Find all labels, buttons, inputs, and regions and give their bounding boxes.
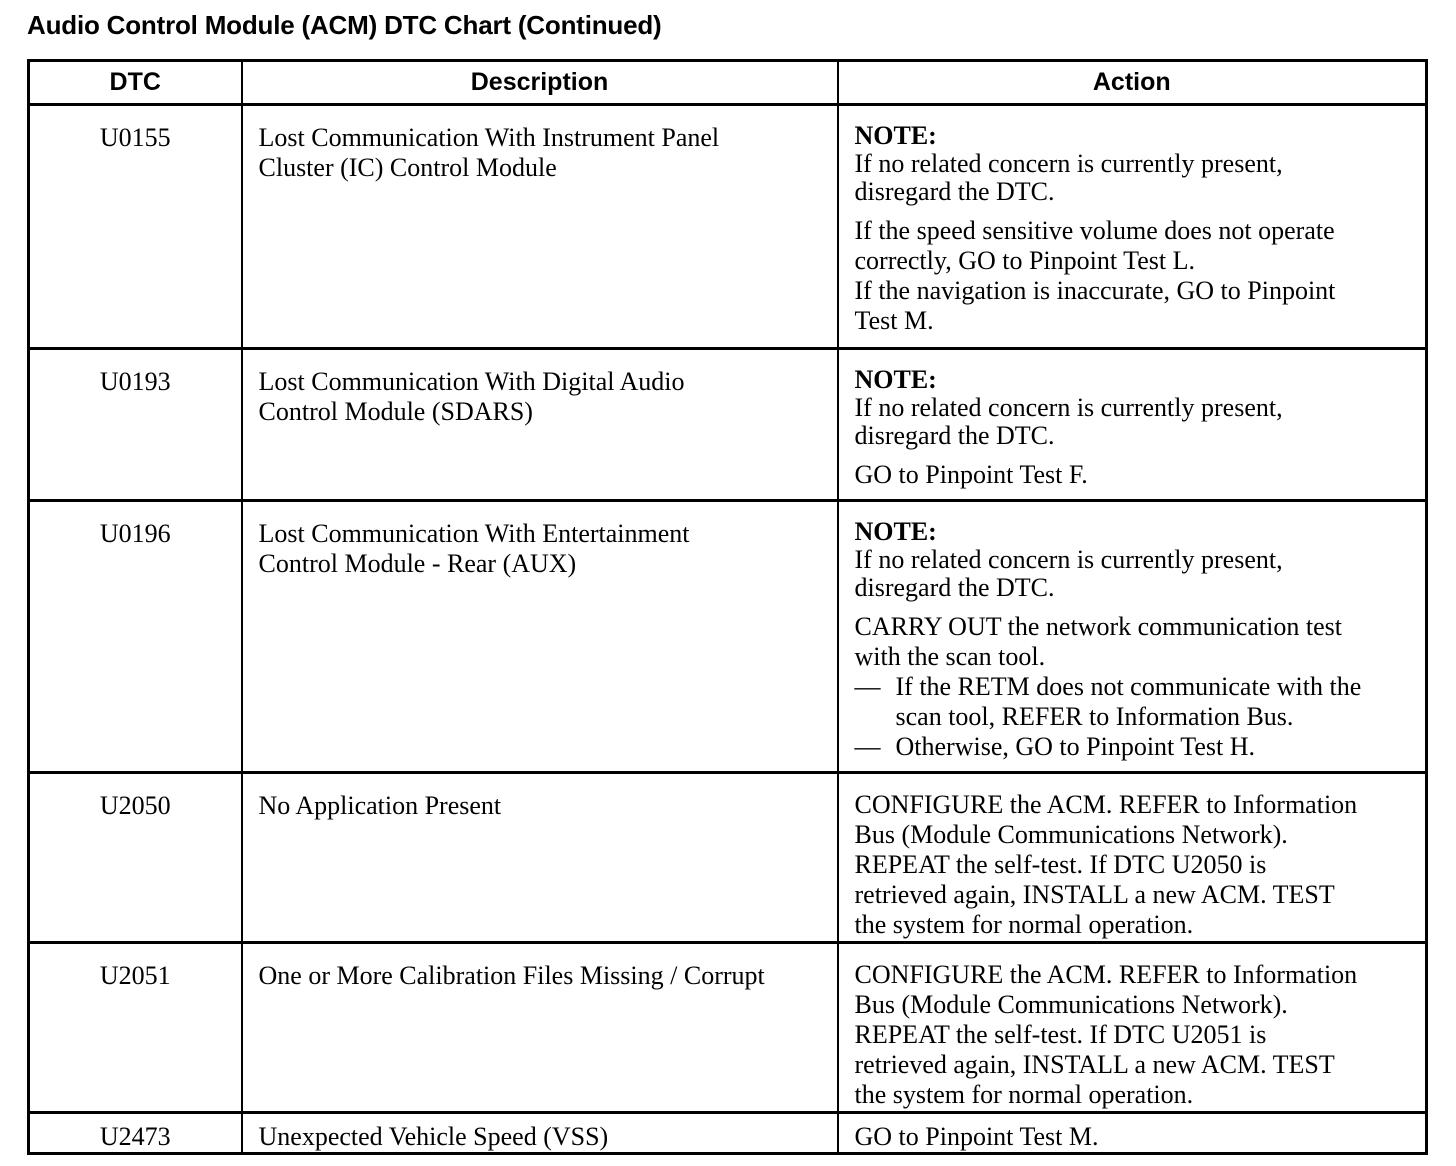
dtc-code: U0196	[29, 501, 242, 773]
action-text	[855, 960, 1418, 1110]
action-line: CONFIGURE the ACM. REFER to Information	[854, 960, 1358, 989]
dtc-description	[242, 773, 838, 943]
description-line: Lost Communication With Digital Audio	[258, 367, 685, 396]
action-text	[855, 460, 1418, 490]
dash-bullet: —	[854, 672, 881, 701]
note-label: NOTE:	[854, 365, 937, 394]
bullet-line: scan tool, REFER to Information Bus.	[895, 702, 1294, 731]
table-row	[29, 105, 1427, 349]
action-line: Bus (Module Communications Network).	[854, 820, 1288, 849]
action-line: with the scan tool.	[854, 642, 1046, 671]
dtc-action	[838, 773, 1427, 943]
note-block	[855, 366, 1418, 450]
bullet-item	[855, 672, 1418, 732]
action-line: GO to Pinpoint Test F.	[854, 460, 1088, 489]
note-line: If no related concern is currently present,	[854, 545, 1283, 574]
description-line: Control Module - Rear (AUX)	[258, 549, 577, 578]
dtc-code: U0155	[29, 105, 242, 349]
description-line: Unexpected Vehicle Speed (VSS)	[258, 1122, 609, 1151]
note-line: disregard the DTC.	[854, 421, 1055, 450]
action-line: CONFIGURE the ACM. REFER to Information	[854, 790, 1358, 819]
note-block	[855, 518, 1418, 602]
bullet-item	[855, 732, 1418, 762]
dtc-description	[242, 1113, 838, 1154]
column-header-dtc: DTC	[29, 61, 242, 105]
dtc-description	[242, 105, 838, 349]
dtc-code: U2473	[29, 1113, 242, 1154]
note-line: If no related concern is currently present,	[854, 393, 1283, 422]
action-line: Test M.	[854, 306, 934, 335]
action-line: retrieved again, INSTALL a new ACM. TEST	[854, 1050, 1335, 1079]
column-header-description: Description	[242, 61, 838, 105]
action-text	[855, 1122, 1418, 1152]
bullet-line: If the RETM does not communicate with the	[895, 672, 1362, 701]
dtc-description	[242, 943, 838, 1113]
action-text	[855, 790, 1418, 940]
dtc-table	[27, 59, 1428, 1155]
action-line: GO to Pinpoint Test M.	[854, 1122, 1099, 1151]
description-line: Control Module (SDARS)	[258, 397, 533, 426]
description-line: No Application Present	[258, 791, 502, 820]
action-line: correctly, GO to Pinpoint Test L.	[854, 246, 1195, 275]
dtc-description	[242, 349, 838, 501]
note-line: disregard the DTC.	[854, 177, 1055, 206]
table-header-row	[29, 61, 1427, 105]
table-row	[29, 943, 1427, 1113]
action-line: If the navigation is inaccurate, GO to Pinpoint	[854, 276, 1336, 305]
bullet-line: Otherwise, GO to Pinpoint Test H.	[895, 732, 1256, 761]
note-line: If no related concern is currently present,	[854, 149, 1283, 178]
action-line: REPEAT the self-test. If DTC U2050 is	[854, 850, 1267, 879]
dtc-action	[838, 501, 1427, 773]
table-row	[29, 773, 1427, 943]
table-row	[29, 501, 1427, 773]
dtc-action	[838, 1113, 1427, 1154]
description-line: Lost Communication With Instrument Panel	[258, 123, 720, 152]
action-line: the system for normal operation.	[854, 910, 1194, 939]
table-row	[29, 349, 1427, 501]
description-line: Lost Communication With Entertainment	[258, 519, 690, 548]
dtc-code: U0193	[29, 349, 242, 501]
dtc-action	[838, 105, 1427, 349]
action-text	[855, 612, 1418, 762]
note-label: NOTE:	[854, 517, 937, 546]
action-text	[855, 216, 1418, 336]
note-label: NOTE:	[854, 121, 937, 150]
action-line: If the speed sensitive volume does not operate	[854, 216, 1335, 245]
action-line: Bus (Module Communications Network).	[854, 990, 1288, 1019]
dtc-code: U2051	[29, 943, 242, 1113]
action-line: the system for normal operation.	[854, 1080, 1194, 1109]
note-block	[855, 122, 1418, 206]
note-line: disregard the DTC.	[854, 573, 1055, 602]
dtc-action	[838, 943, 1427, 1113]
page-title: Audio Control Module (ACM) DTC Chart (Continued)	[27, 10, 662, 40]
dtc-description	[242, 501, 838, 773]
action-line: REPEAT the self-test. If DTC U2051 is	[854, 1020, 1267, 1049]
dtc-action	[838, 349, 1427, 501]
dtc-code: U2050	[29, 773, 242, 943]
column-header-action: Action	[838, 61, 1427, 105]
action-line: retrieved again, INSTALL a new ACM. TEST	[854, 880, 1335, 909]
table-row	[29, 1113, 1427, 1154]
description-line: Cluster (IC) Control Module	[258, 153, 557, 182]
dash-bullet: —	[854, 732, 881, 761]
description-line: One or More Calibration Files Missing / Corrupt	[258, 961, 765, 990]
action-line: CARRY OUT the network communication test	[854, 612, 1342, 641]
